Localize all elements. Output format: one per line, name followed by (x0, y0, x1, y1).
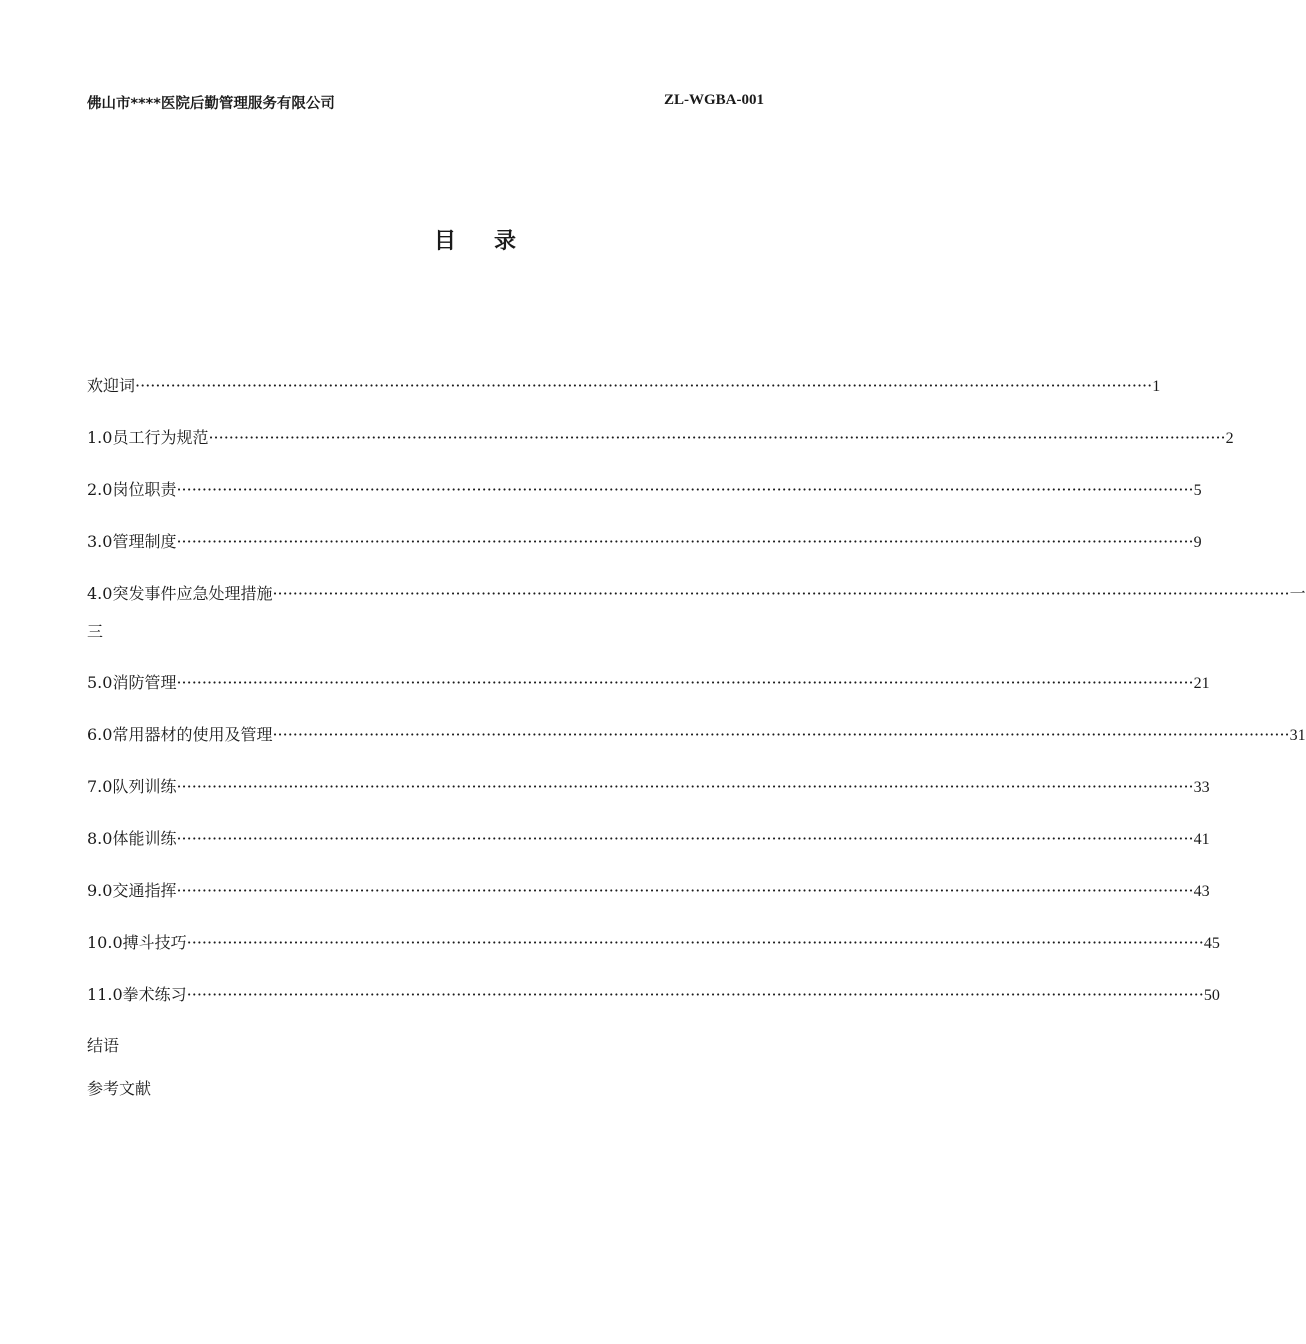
document-code: ZL-WGBA-001 (664, 92, 765, 108)
toc-leader-dots: ········································································································································································································ (186, 985, 1204, 1004)
toc-leader-dots: ········································································································································································································ (135, 376, 1153, 395)
toc-entry-page-continuation: 三 (87, 622, 104, 641)
toc-entry[interactable] (87, 933, 1220, 954)
toc-entry-label: 8.0体能训练 (87, 829, 177, 848)
toc-entry[interactable] (87, 985, 1220, 1006)
toc-leader-dots: ········································································································································································································ (176, 532, 1194, 551)
toc-entry[interactable] (87, 881, 1210, 902)
toc-entry-label: 3.0管理制度 (87, 532, 177, 551)
company-name: 佛山市****医院后勤管理服务有限公司 (87, 96, 335, 112)
toc-entry-page: 45 (1203, 935, 1220, 952)
toc-entry-page: 9 (1193, 534, 1202, 551)
toc-entry[interactable] (87, 480, 1202, 501)
toc-leader-dots: ········································································································································································································ (186, 933, 1204, 952)
toc-entry-label: 1.0员工行为规范 (87, 428, 209, 447)
toc-entry-page: 43 (1193, 883, 1210, 900)
toc-leader-dots: ········································································································································································································ (176, 829, 1194, 848)
toc-leader-dots: ········································································································································································································ (272, 584, 1290, 603)
toc-entry-page: 2 (1225, 430, 1234, 447)
toc-entry-label: 10.0搏斗技巧 (87, 933, 187, 952)
toc-entry[interactable] (87, 829, 1210, 850)
toc-entry-page: 41 (1193, 831, 1210, 848)
toc-entry[interactable] (87, 532, 1202, 553)
toc-entry[interactable] (87, 584, 1306, 605)
toc-entry-label: 5.0消防管理 (87, 673, 177, 692)
toc-entry-label: 11.0拳术练习 (87, 985, 187, 1004)
toc-leader-dots: ········································································································································································································ (176, 881, 1194, 900)
toc-entry-label: 2.0岗位职责 (87, 480, 177, 499)
toc-entry-page: 31 (1289, 727, 1306, 744)
toc-entry-label: 6.0常用器材的使用及管理 (87, 725, 273, 744)
toc-entry[interactable] (87, 376, 1161, 397)
toc-entry-label: 4.0突发事件应急处理措施 (87, 584, 273, 603)
toc-entry-page: 一 (1289, 586, 1306, 603)
page-title: 目录 (433, 229, 554, 254)
toc-entry[interactable] (87, 428, 1234, 449)
toc-entry-page: 5 (1193, 482, 1202, 499)
toc-leader-dots: ········································································································································································································ (176, 673, 1194, 692)
closing-item[interactable]: 结语 (87, 1036, 120, 1055)
toc-leader-dots: ········································································································································································································ (272, 725, 1290, 744)
closing-item[interactable]: 参考文献 (87, 1079, 152, 1098)
toc-leader-dots: ········································································································································································································ (208, 428, 1226, 447)
toc-entry-label: 7.0队列训练 (87, 777, 177, 796)
toc-entry[interactable] (87, 725, 1306, 746)
toc-entry-label: 9.0交通指挥 (87, 881, 177, 900)
toc-entry-page: 21 (1193, 675, 1210, 692)
toc-leader-dots: ········································································································································································································ (176, 480, 1194, 499)
toc-entry-page: 1 (1152, 378, 1161, 395)
toc-entry-page: 33 (1193, 779, 1210, 796)
toc-entry-page: 50 (1203, 987, 1220, 1004)
toc-entry[interactable] (87, 777, 1210, 798)
toc-entry[interactable] (87, 673, 1210, 694)
toc-entry-label: 欢迎词 (87, 376, 136, 395)
toc-leader-dots: ········································································································································································································ (176, 777, 1194, 796)
